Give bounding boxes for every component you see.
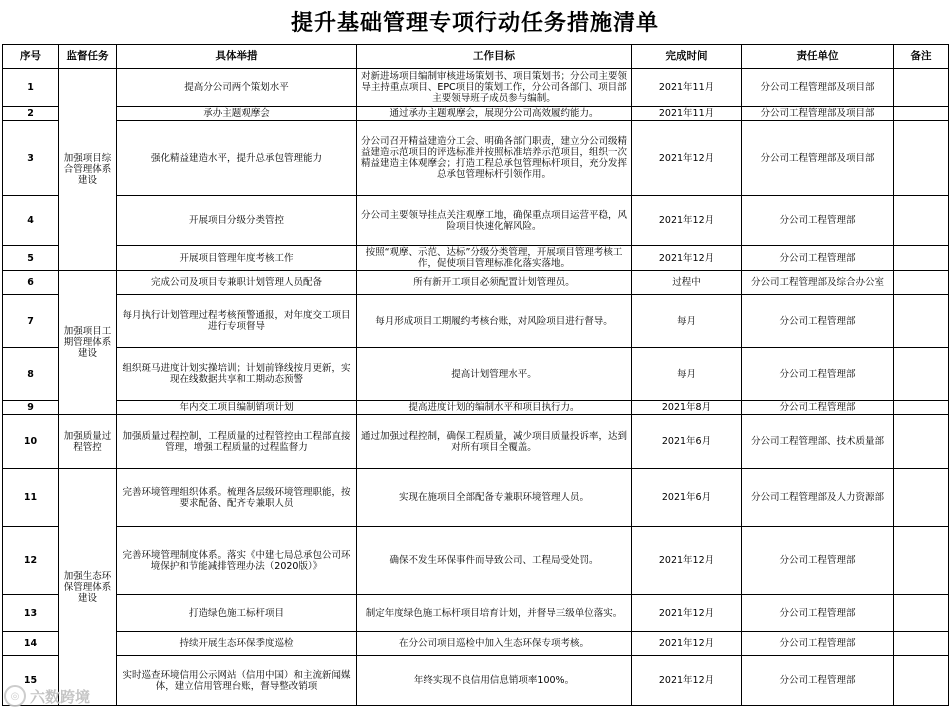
goal-cell: 每月形成项目工期履约考核台账，对风险项目进行督导。 [357, 295, 632, 348]
row-number: 9 [3, 401, 59, 415]
time-cell: 每月 [632, 295, 742, 348]
goal-cell: 实现在施项目全部配备专兼职环境管理人员。 [357, 469, 632, 527]
row-number: 15 [3, 656, 59, 706]
unit-cell: 分公司工程管理部 [742, 196, 894, 246]
note-cell [894, 348, 949, 401]
time-cell: 2021年12月 [632, 527, 742, 595]
time-cell: 2021年12月 [632, 121, 742, 196]
supervision-task-cell: 加强项目综合管理体系建设 [59, 69, 117, 271]
goal-cell: 通过承办主题观摩会，展现分公司高效履约能力。 [357, 107, 632, 121]
measure-cell: 开展项目分级分类管控 [117, 196, 357, 246]
time-cell: 过程中 [632, 271, 742, 295]
measure-cell: 开展项目管理年度考核工作 [117, 246, 357, 271]
goal-cell: 年终实现不良信用信息销项率100%。 [357, 656, 632, 706]
header-cell: 序号 [3, 45, 59, 69]
goal-cell: 对新进场项目编制审核进场策划书、项目策划书；分公司主要领导主持重点项目、EPC项目的策划工作，分公司各部门、项目部主要领导班子成员参与编制。 [357, 69, 632, 107]
time-cell: 2021年6月 [632, 469, 742, 527]
note-cell [894, 632, 949, 656]
table-row [3, 469, 949, 527]
note-cell [894, 595, 949, 632]
table-row [3, 595, 949, 632]
goal-cell: 通过加强过程控制，确保工程质量，减少项目质量投诉率，达到对所有项目全覆盖。 [357, 415, 632, 469]
watermark [4, 683, 90, 709]
row-number: 10 [3, 415, 59, 469]
note-cell [894, 271, 949, 295]
unit-cell: 分公司工程管理部及人力资源部 [742, 469, 894, 527]
note-cell [894, 415, 949, 469]
table-row [3, 656, 949, 706]
measure-cell: 每月执行计划管理过程考核预警通报，对年度交工项目进行专项督导 [117, 295, 357, 348]
note-cell [894, 295, 949, 348]
row-number: 3 [3, 121, 59, 196]
time-cell: 2021年12月 [632, 246, 742, 271]
unit-cell: 分公司工程管理部 [742, 246, 894, 271]
note-cell [894, 196, 949, 246]
row-number: 14 [3, 632, 59, 656]
table-row [3, 527, 949, 595]
measure-cell: 完成公司及项目专兼职计划管理人员配备 [117, 271, 357, 295]
goal-cell: 确保不发生环保事件而导致公司、工程局受处罚。 [357, 527, 632, 595]
measure-cell: 强化精益建造水平，提升总承包管理能力 [117, 121, 357, 196]
note-cell [894, 69, 949, 107]
note-cell [894, 656, 949, 706]
row-number: 13 [3, 595, 59, 632]
row-number: 12 [3, 527, 59, 595]
header-cell: 备注 [894, 45, 949, 69]
header-cell: 完成时间 [632, 45, 742, 69]
unit-cell: 分公司工程管理部及项目部 [742, 121, 894, 196]
table-row [3, 295, 949, 348]
unit-cell: 分公司工程管理部及项目部 [742, 107, 894, 121]
table-row [3, 632, 949, 656]
goal-cell: 在分公司项目巡检中加入生态环保专项考核。 [357, 632, 632, 656]
supervision-task-cell: 加强项目工期管理体系建设 [59, 271, 117, 415]
time-cell: 每月 [632, 348, 742, 401]
measure-cell: 完善环境管理组织体系。梳理各层级环境管理职能，按要求配备、配齐专兼职人员 [117, 469, 357, 527]
row-number: 8 [3, 348, 59, 401]
time-cell: 2021年12月 [632, 656, 742, 706]
watermark-logo-icon: ◎ [4, 685, 26, 707]
unit-cell: 分公司工程管理部 [742, 595, 894, 632]
measure-cell: 承办主题观摩会 [117, 107, 357, 121]
row-number: 1 [3, 69, 59, 107]
task-table [2, 44, 949, 706]
table-row [3, 107, 949, 121]
row-number: 4 [3, 196, 59, 246]
unit-cell: 分公司工程管理部及综合办公室 [742, 271, 894, 295]
time-cell: 2021年11月 [632, 107, 742, 121]
table-row [3, 271, 949, 295]
measure-cell: 持续开展生态环保季度巡检 [117, 632, 357, 656]
row-number: 5 [3, 246, 59, 271]
header-cell: 责任单位 [742, 45, 894, 69]
supervision-task-cell: 加强生态环保管理体系建设 [59, 469, 117, 706]
goal-cell: 按照“观摩、示范、达标”分级分类管理，开展项目管理考核工作，促使项目管理标准化落实落地。 [357, 246, 632, 271]
unit-cell: 分公司工程管理部及项目部 [742, 69, 894, 107]
unit-cell: 分公司工程管理部 [742, 656, 894, 706]
time-cell: 2021年11月 [632, 69, 742, 107]
goal-cell: 分公司主要领导挂点关注观摩工地，确保重点项目运营平稳，风险项目快速化解风险。 [357, 196, 632, 246]
header-cell: 具体举措 [117, 45, 357, 69]
unit-cell: 分公司工程管理部 [742, 632, 894, 656]
goal-cell: 所有新开工项目必须配置计划管理员。 [357, 271, 632, 295]
unit-cell: 分公司工程管理部、技术质量部 [742, 415, 894, 469]
measure-cell: 实时巡查环境信用公示网站（信用中国）和主流新闻媒体，建立信用管理台账，督导整改销项 [117, 656, 357, 706]
goal-cell: 提高计划管理水平。 [357, 348, 632, 401]
measure-cell: 提高分公司两个策划水平 [117, 69, 357, 107]
measure-cell: 打造绿色施工标杆项目 [117, 595, 357, 632]
header-cell: 监督任务 [59, 45, 117, 69]
watermark-text: 六数跨境 [30, 687, 91, 706]
note-cell [894, 107, 949, 121]
measure-cell: 加强质量过程控制，工程质量的过程管控由工程部直接管理，增强工程质量的过程监督力 [117, 415, 357, 469]
time-cell: 2021年12月 [632, 595, 742, 632]
row-number: 11 [3, 469, 59, 527]
table-row [3, 415, 949, 469]
page-title: 提升基础管理专项行动任务措施清单 [290, 9, 659, 36]
row-number: 2 [3, 107, 59, 121]
note-cell [894, 121, 949, 196]
table-row [3, 348, 949, 401]
table-row [3, 401, 949, 415]
measure-cell: 完善环境管理制度体系。落实《中建七局总承包公司环境保护和节能减排管理办法（2020版）》 [117, 527, 357, 595]
table-row [3, 196, 949, 246]
unit-cell: 分公司工程管理部 [742, 401, 894, 415]
unit-cell: 分公司工程管理部 [742, 348, 894, 401]
note-cell [894, 246, 949, 271]
time-cell: 2021年8月 [632, 401, 742, 415]
table-row [3, 246, 949, 271]
measure-cell: 组织斑马进度计划实操培训；计划前锋线按月更新，实现在线数据共享和工期动态预警 [117, 348, 357, 401]
unit-cell: 分公司工程管理部 [742, 295, 894, 348]
goal-cell: 提高进度计划的编制水平和项目执行力。 [357, 401, 632, 415]
note-cell [894, 469, 949, 527]
goal-cell: 分公司召开精益建造分工会、明确各部门职责，建立分公司级精益建造示范项目的评选标准并按照标准培养示范项目，组织一次精益建造主体观摩会；打造工程总承包管理标杆项目，充分发挥总承包管理标杆引领作用。 [357, 121, 632, 196]
note-cell [894, 401, 949, 415]
header-row [3, 45, 949, 69]
table-row [3, 69, 949, 107]
time-cell: 2021年12月 [632, 632, 742, 656]
supervision-task-cell: 加强质量过程管控 [59, 415, 117, 469]
header-cell: 工作目标 [357, 45, 632, 69]
table-row [3, 121, 949, 196]
time-cell: 2021年12月 [632, 196, 742, 246]
unit-cell: 分公司工程管理部 [742, 527, 894, 595]
note-cell [894, 527, 949, 595]
goal-cell: 制定年度绿色施工标杆项目培育计划，并督导三级单位落实。 [357, 595, 632, 632]
measure-cell: 年内交工项目编制销项计划 [117, 401, 357, 415]
time-cell: 2021年6月 [632, 415, 742, 469]
row-number: 6 [3, 271, 59, 295]
row-number: 7 [3, 295, 59, 348]
